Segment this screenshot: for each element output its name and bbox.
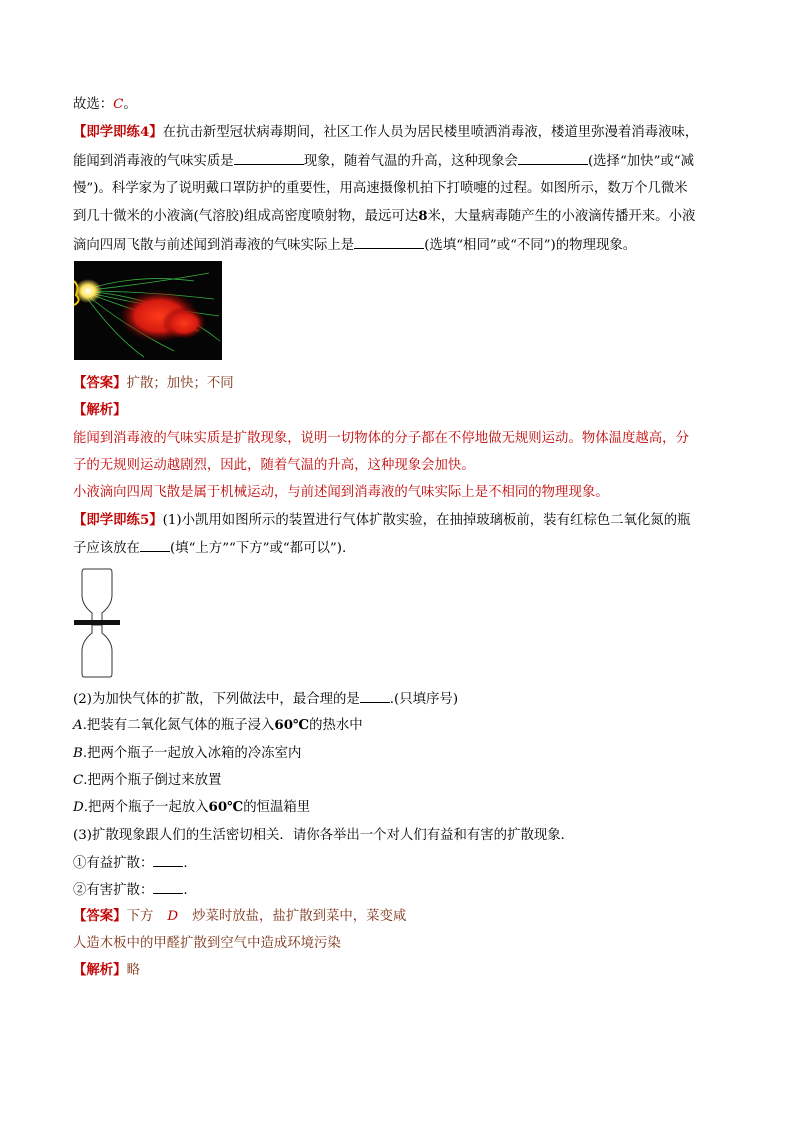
analysis-tag: 【解析】 <box>73 402 127 418</box>
exercise-4-line-2 <box>73 152 694 170</box>
blank <box>153 854 183 867</box>
analysis-text: 能闻到消毒液的气味实质是扩散现象，说明一切物体的分子都在不停地做无规则运动。物体温度越高，分 <box>73 431 689 446</box>
text: 到几十微米的小液滴(气溶胶)组成高密度喷射物，最远可达 <box>73 209 419 224</box>
text: .把两个瓶子一起放入冰箱的冷冻室内 <box>82 746 302 761</box>
beneficial-diffusion-line <box>73 854 188 872</box>
answer-letter: D <box>167 909 179 924</box>
text: .把装有二氧化氮气体的瓶子浸入 <box>82 718 275 733</box>
text: 现象，随着气温的升高，这种现象会 <box>303 154 518 169</box>
option-letter: A <box>73 718 83 733</box>
answer-5-line-1 <box>73 908 406 925</box>
blank <box>360 690 390 703</box>
text: 故选： <box>73 97 114 112</box>
exercise-4-line-1 <box>73 124 698 141</box>
text: .把两个瓶子倒过来放置 <box>83 773 222 788</box>
text: (3)扩散现象跟人们的生活密切相关．请你各举出一个对人们有益和有害的扩散现象． <box>73 828 575 843</box>
text: ②有害扩散： <box>73 883 154 898</box>
answer-text: 人造木板中的甲醛扩散到空气中造成环境污染 <box>73 936 341 951</box>
sneeze-photo <box>74 261 222 360</box>
text: 能闻到消毒液的气味实质是 <box>73 154 234 169</box>
text: (2)为加快气体的扩散，下列做法中，最合理的是 <box>73 692 360 707</box>
temperature: 60℃ <box>208 799 244 815</box>
text: 的热水中 <box>309 718 363 733</box>
exercise-tag: 【即学即练5】 <box>73 512 163 528</box>
text: (选填“相同”或“不同”)的物理现象。 <box>424 238 637 253</box>
choice-letter: C <box>113 97 124 112</box>
exercise-4-line-3 <box>73 180 688 197</box>
text: 。 <box>123 97 137 112</box>
text: 的恒温箱里 <box>243 800 311 815</box>
blank <box>518 152 588 165</box>
sneeze-image <box>74 261 222 360</box>
exercise-tag: 【即学即练4】 <box>73 124 163 140</box>
exercise-5-line-1 <box>73 512 690 529</box>
harmful-diffusion-line <box>73 881 188 899</box>
question-3-line <box>73 827 574 844</box>
option-d <box>73 799 310 816</box>
option-letter: B <box>73 746 83 761</box>
number: 8 <box>418 208 428 224</box>
analysis-4-line-3 <box>73 484 609 501</box>
text: 慢”)。科学家为了说明戴口罩防护的重要性，用高速摄像机拍下打喷嚏的过程。如图所示，数万个几微米 <box>73 181 688 196</box>
text: . <box>183 883 188 898</box>
analysis-text: 子的无规则运动越剧烈，因此，随着气温的升高，这种现象会加快。 <box>73 458 475 473</box>
answer-text: 扩散；加快；不同 <box>126 376 234 391</box>
answer-4-line <box>73 375 234 392</box>
answer-text: 炒菜时放盐，盐扩散到菜中，菜变咸 <box>192 909 407 924</box>
analysis-text: 小液滴向四周飞散是属于机械运动，与前述闻到消毒液的气味实际上是不相同的物理现象。 <box>73 485 609 500</box>
blank <box>140 539 170 552</box>
option-c <box>73 772 221 789</box>
glass-plate <box>74 620 120 625</box>
text: 在抗击新型冠状病毒期间，社区工作人员为居民楼里喷洒消毒液，楼道里弥漫着消毒液味， <box>162 125 699 140</box>
answer-5-line-2 <box>73 935 341 952</box>
analysis-tag: 【解析】 <box>73 962 127 978</box>
text: (选择“加快”或“减 <box>587 154 695 169</box>
exercise-5-line-2 <box>73 539 346 557</box>
text: (填“上方”“下方”或“都可以”). <box>169 541 347 556</box>
gas-bottles-diagram <box>72 567 122 679</box>
answer-text: 下方 <box>126 909 154 924</box>
option-a <box>73 717 363 734</box>
text: .(只填序号) <box>389 692 459 707</box>
option-letter: D <box>73 800 84 815</box>
analysis-4-line-2 <box>73 457 475 474</box>
exercise-4-line-5 <box>73 236 636 254</box>
exercise-4-line-4 <box>73 208 695 225</box>
text: 滴向四周飞散与前述闻到消毒液的气味实际上是 <box>73 238 355 253</box>
text: .把两个瓶子一起放入 <box>83 800 209 815</box>
analysis-4-tag-line <box>73 402 127 419</box>
text: 子应该放在 <box>73 541 140 556</box>
text: 米，大量病毒随产生的小液滴传播开来。小液 <box>427 209 696 224</box>
answer-choice-line <box>73 96 137 113</box>
blank <box>354 236 424 249</box>
blank <box>153 881 183 894</box>
text: ①有益扩散： <box>73 856 154 871</box>
text: . <box>183 856 188 871</box>
analysis-4-line-1 <box>73 430 689 447</box>
option-letter: C <box>73 773 84 788</box>
text: (1)小凯用如图所示的装置进行气体扩散实验，在抽掉玻璃板前，装有红棕色二氧化氮的瓶 <box>162 513 691 528</box>
analysis-5-line <box>73 962 140 979</box>
temperature: 60℃ <box>274 717 310 733</box>
answer-tag: 【答案】 <box>73 908 127 924</box>
question-2-line <box>73 690 458 708</box>
analysis-text: 略 <box>126 963 140 978</box>
answer-tag: 【答案】 <box>73 375 127 391</box>
bottles-drawing <box>72 567 122 679</box>
option-b <box>73 745 301 762</box>
blank <box>234 152 304 165</box>
